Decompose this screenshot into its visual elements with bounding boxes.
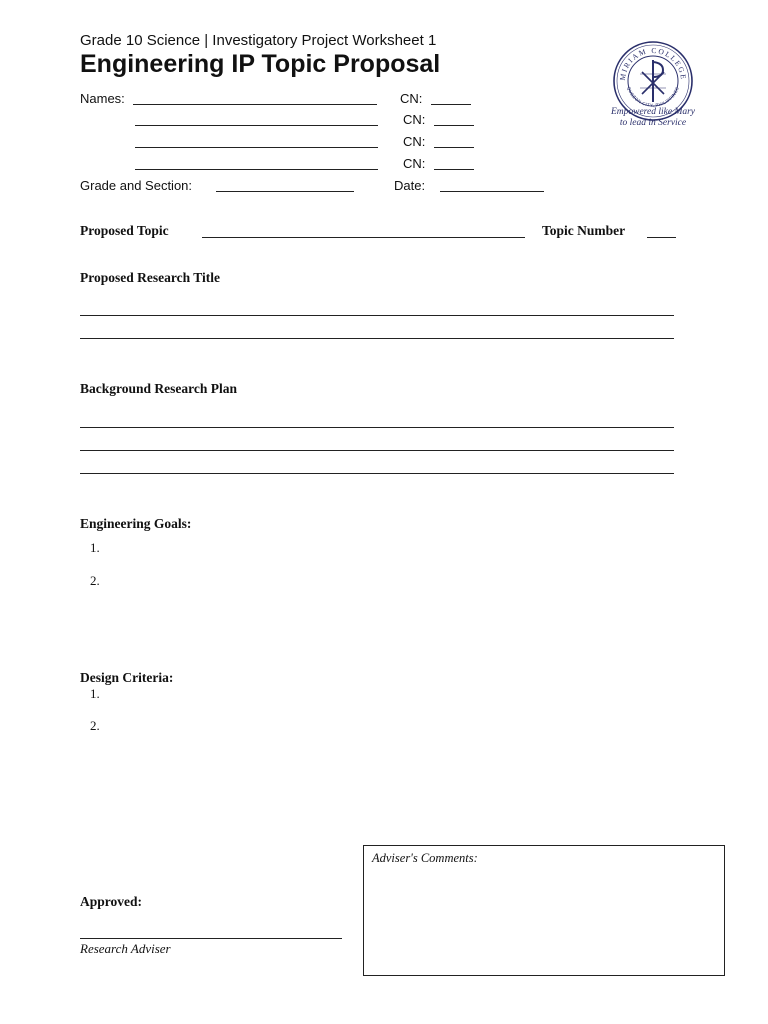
engineering-goals-heading: Engineering Goals:: [80, 516, 192, 531]
research-title-heading: Proposed Research Title: [80, 270, 220, 285]
advisers-comments-label: Adviser's Comments:: [372, 851, 478, 865]
date-label: Date:: [394, 178, 426, 193]
cn-field-2[interactable]: [434, 125, 474, 126]
background-plan-line-1[interactable]: [80, 427, 674, 428]
date-field[interactable]: [440, 191, 544, 192]
cn-label-1: CN:: [400, 91, 423, 106]
cn-field-4[interactable]: [434, 169, 474, 170]
grade-section-label: Grade and Section:: [80, 178, 193, 193]
name-field-4[interactable]: [135, 169, 378, 170]
research-title-line-1[interactable]: [80, 315, 674, 316]
background-plan-line-2[interactable]: [80, 450, 674, 451]
background-plan-heading: Background Research Plan: [80, 381, 238, 396]
cn-field-3[interactable]: [434, 147, 474, 148]
cn-label-3: CN:: [403, 134, 426, 149]
logo-name: MIRIAM COLLEGE: [617, 45, 689, 82]
advisers-comments-box[interactable]: [363, 845, 725, 976]
goal-item-1: 1.: [90, 540, 100, 555]
background-plan-line-3[interactable]: [80, 473, 674, 474]
name-field-2[interactable]: [135, 125, 378, 126]
cn-label-2: CN:: [403, 112, 426, 127]
names-label: Names:: [80, 91, 125, 106]
topic-number-label: Topic Number: [542, 223, 626, 238]
grade-section-field[interactable]: [216, 191, 354, 192]
cn-label-4: CN:: [403, 156, 426, 171]
criteria-item-1: 1.: [90, 686, 100, 701]
approved-label: Approved:: [80, 894, 143, 909]
name-field-3[interactable]: [135, 147, 378, 148]
name-field-1[interactable]: [133, 104, 377, 105]
design-criteria-heading: Design Criteria:: [80, 670, 174, 685]
page-title: Engineering IP Topic Proposal: [80, 50, 441, 78]
tagline-line-1: Empowered like Mary: [610, 107, 696, 117]
research-title-line-2[interactable]: [80, 338, 674, 339]
worksheet-subtitle: Grade 10 Science | Investigatory Project Worksheet 1: [80, 32, 437, 49]
goal-item-2: 2.: [90, 573, 100, 588]
criteria-item-2: 2.: [90, 718, 100, 733]
adviser-signature-line[interactable]: [80, 938, 342, 939]
cn-field-1[interactable]: [431, 104, 471, 105]
proposed-topic-label: Proposed Topic: [80, 223, 169, 238]
proposed-topic-field[interactable]: [202, 237, 525, 238]
logo-location: QUEZON CITY, PHILIPPINES: [626, 86, 680, 108]
logo-tagline: [598, 107, 708, 129]
tagline-line-2: to lead in Service: [619, 118, 687, 128]
topic-number-field[interactable]: [647, 237, 676, 238]
research-adviser-label: Research Adviser: [80, 941, 171, 956]
